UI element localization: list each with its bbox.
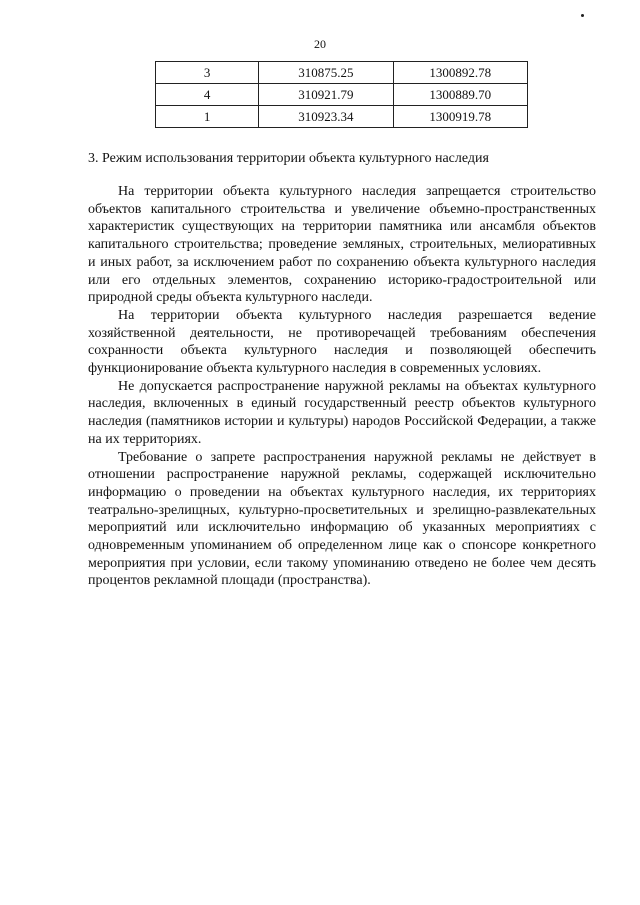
paragraph-permitted-activity: На территории объекта культурного наследия разрешается ведение хозяйственной деятельности, не противоречащей требованиям обеспечения сохранности объекта культурного наследия и позволяющей обеспечить функционирование объекта культурного наследия в современных условиях. xyxy=(88,307,596,377)
paragraph-advertising-ban: Не допускается распространение наружной рекламы на объектах культурного наследия, включенных в единый государственный реестр объектов культурного наследия (памятников истории и культуры) народов Российской Федерации, а также на их территориях. xyxy=(88,378,596,447)
table-row xyxy=(156,106,528,128)
x-coordinate-cell: 310921.79 xyxy=(259,84,393,106)
page-number: 20 xyxy=(314,37,326,51)
y-coordinate-cell: 1300892.78 xyxy=(393,62,527,84)
table-row xyxy=(156,84,528,106)
section-heading: 3. Режим использования территории объекта культурного наследия xyxy=(88,151,489,166)
x-coordinate-cell: 310923.34 xyxy=(259,106,393,128)
paragraph-prohibitions: На территории объекта культурного наследия запрещается строительство объектов капитального строительства и увеличение объемно-пространственных характеристик существующих на территории памятника или ансамбля объектов капитального строительства; проведение земляных, строительных, мелиоративных и иных работ, за исключением работ по сохранению объекта культурного наследия или его отдельных элементов, сохранению историко-градостроительной или природной среды объекта культурного наследи. xyxy=(88,184,596,306)
point-number-cell: 4 xyxy=(156,84,259,106)
x-coordinate-cell: 310875.25 xyxy=(259,62,393,84)
scan-mark xyxy=(581,14,584,17)
coordinates-table xyxy=(155,61,528,128)
section-body xyxy=(88,183,596,590)
point-number-cell: 1 xyxy=(156,106,259,128)
y-coordinate-cell: 1300919.78 xyxy=(393,106,527,128)
paragraph-advertising-exception: Требование о запрете распространения наружной рекламы не действует в отношении распространение наружной рекламы, содержащей исключительно информацию о проведении на объектах культурного наследия, их территориях театрально-зрелищных, культурно-просветительных и зрелищно-развлекательных мероприятий или исключительно информацию об указанных мероприятиях с одновременным упоминанием об определенном лице как о спонсоре конкретного мероприятия при условии, если такому упоминанию отведено не более чем десять процентов рекламной площади (пространства). xyxy=(88,449,596,589)
table-row xyxy=(156,62,528,84)
point-number-cell: 3 xyxy=(156,62,259,84)
y-coordinate-cell: 1300889.70 xyxy=(393,84,527,106)
